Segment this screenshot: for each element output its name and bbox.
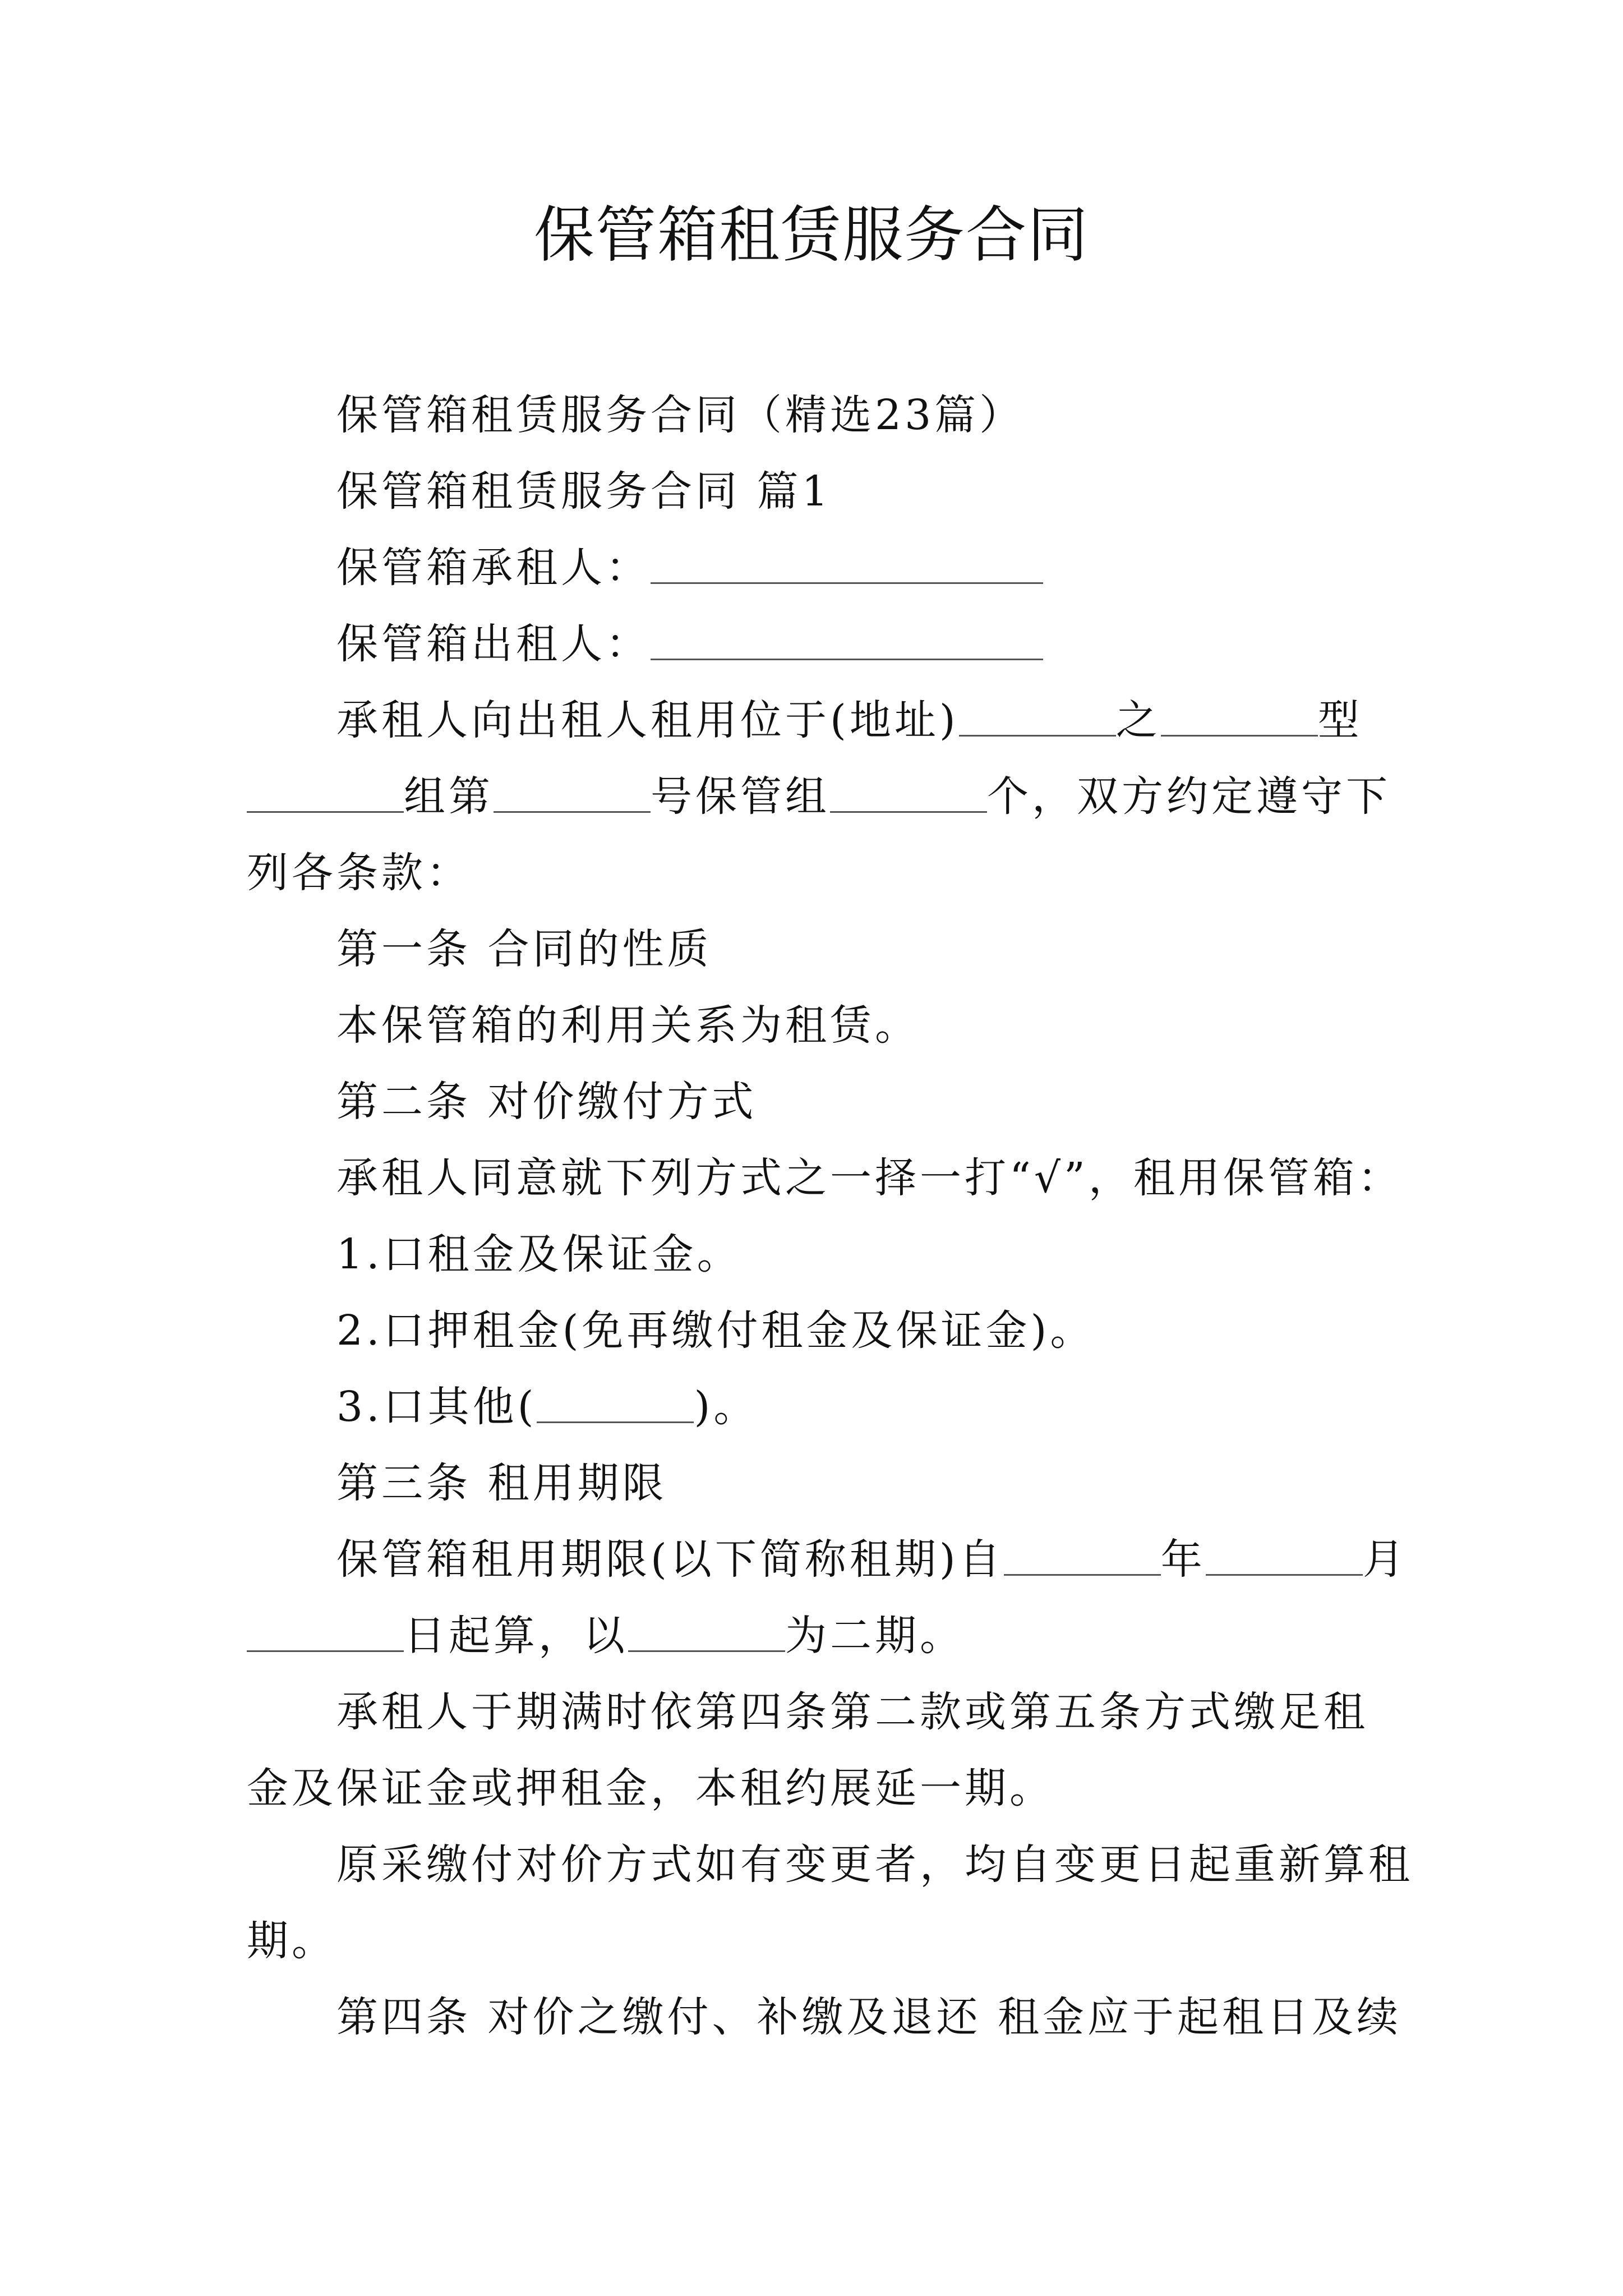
paragraph-line: 本保管箱的利用关系为租赁。 bbox=[336, 1001, 920, 1050]
lessee-line: 保管箱承租人： bbox=[336, 540, 1043, 596]
day-blank bbox=[247, 1611, 404, 1652]
type-blank bbox=[1161, 696, 1318, 737]
article-heading: 第二条 对价缴付方式 bbox=[336, 1078, 757, 1126]
paragraph-line: 列各条款： bbox=[247, 849, 471, 897]
year-blank bbox=[1004, 1535, 1161, 1576]
number-blank bbox=[494, 772, 651, 813]
group-blank bbox=[247, 772, 404, 813]
paragraph-line: 承租人于期满时依第四条第二款或第五条方式缴足租 bbox=[336, 1688, 1368, 1736]
article-heading: 第三条 租用期限 bbox=[336, 1459, 667, 1507]
section-heading-line: 保管箱租赁服务合同 篇1 bbox=[336, 467, 832, 516]
lessor-blank bbox=[651, 619, 1043, 660]
lessee-blank bbox=[651, 543, 1043, 584]
paragraph-line: 金及保证金或押租金，本租约展延一期。 bbox=[247, 1764, 1054, 1812]
paragraph-line: 保管箱租用期限(以下简称租期)自 年 月 bbox=[336, 1535, 1408, 1584]
period-blank bbox=[628, 1611, 785, 1652]
paragraph-line: 承租人向出租人租用位于(地址) 之 型 bbox=[336, 696, 1363, 744]
paragraph-line: 承租人同意就下列方式之一择一打“√”，租用保管箱： bbox=[336, 1154, 1403, 1202]
article-heading: 第四条 对价之缴付、补缴及退还 租金应于起租日及续 bbox=[336, 1993, 1402, 2041]
article-heading: 第一条 合同的性质 bbox=[336, 925, 712, 973]
other-blank bbox=[537, 1382, 694, 1423]
document-title: 保管箱租赁服务合同 bbox=[533, 200, 1089, 270]
option-line: 2.口押租金(免再缴付租金及保证金)。 bbox=[336, 1306, 1095, 1355]
paragraph-line: 原采缴付对价方式如有变更者，均自变更日起重新算租 bbox=[336, 1841, 1413, 1889]
paragraph-line: 期。 bbox=[247, 1917, 336, 1965]
address-blank bbox=[959, 696, 1116, 737]
month-blank bbox=[1206, 1535, 1363, 1576]
count-blank bbox=[830, 772, 987, 813]
lessor-line: 保管箱出租人： bbox=[336, 616, 1043, 672]
paragraph-line: 日起算，以 为二期。 bbox=[247, 1608, 965, 1664]
option-line: 3.口其他( )。 bbox=[336, 1383, 759, 1431]
option-line: 1.口租金及保证金。 bbox=[336, 1230, 742, 1278]
paragraph-line: 组第 号保管组 个，双方约定遵守下 bbox=[247, 769, 1391, 825]
subtitle-line: 保管箱租赁服务合同（精选23篇） bbox=[336, 391, 1025, 439]
